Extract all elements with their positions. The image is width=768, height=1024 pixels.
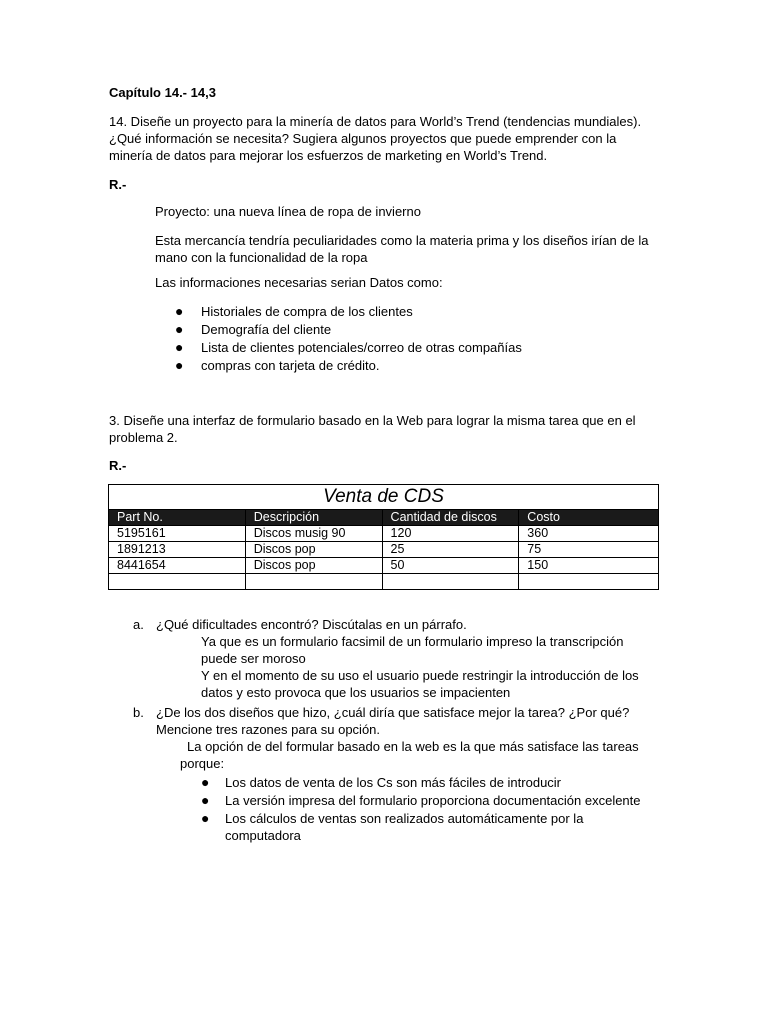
list-item: ● Los datos de venta de los Cs son más fáciles de introducir	[201, 774, 562, 790]
table-cell	[109, 574, 246, 590]
merchandise-paragraph	[155, 232, 655, 266]
column-header: Descripción	[245, 510, 382, 526]
question-3-line: 3. Diseñe una interfaz de formulario basado en la Web para lograr la misma tarea que en el	[109, 413, 636, 428]
question-b	[109, 704, 669, 844]
question-a	[109, 616, 669, 701]
answer-line: puede ser moroso	[201, 651, 306, 666]
reasons-list	[179, 774, 669, 844]
question-b-text: Mencione tres razones para su opción.	[156, 722, 381, 737]
answer-line: Y en el momento de su uso el usuario puede restringir la introducción de los	[201, 668, 639, 683]
table-cell: 5195161	[109, 526, 246, 542]
question-14-line: minería de datos para mejorar los esfuerzos de marketing en World’s Trend.	[109, 148, 548, 163]
table-cell: 150	[519, 558, 659, 574]
table-header-row	[109, 510, 659, 526]
table-cell	[519, 574, 659, 590]
question-a-answer	[109, 633, 669, 701]
list-item: ● La versión impresa del formulario proporciona documentación excelente	[201, 792, 641, 808]
question-a-text: ¿Qué dificultades encontró? Discútalas en un párrafo.	[156, 617, 467, 632]
question-14-line: ¿Qué información se necesita? Sugiera algunos proyectos que puede emprender con la	[109, 131, 617, 146]
table-cell: 25	[382, 542, 519, 558]
question-3-line: problema 2.	[109, 430, 178, 445]
bullet-icon: ●	[201, 774, 210, 790]
table-cell: 120	[382, 526, 519, 542]
bullet-icon: ●	[175, 357, 184, 373]
table-cell: 75	[519, 542, 659, 558]
data-items-list	[155, 303, 655, 375]
table-cell	[382, 574, 519, 590]
list-item: ● Demografía del cliente	[175, 321, 332, 337]
bullet-icon: ●	[175, 339, 184, 355]
table-row	[109, 542, 659, 558]
question-b-row	[109, 704, 669, 738]
table-row	[109, 558, 659, 574]
list-item: ● Los cálculos de ventas son realizados automáticamente por la computadora	[201, 810, 584, 843]
table-cell: Discos pop	[245, 558, 382, 574]
question-b-text: ¿De los dos diseños que hizo, ¿cuál diría que satisface mejor la tarea? ¿Por qué?	[156, 705, 630, 720]
chapter-heading: Capítulo 14.- 14,3	[109, 85, 216, 100]
table-cell	[245, 574, 382, 590]
answer-line: porque:	[180, 756, 225, 771]
merchandise-line: mano con la funcionalidad de la ropa	[155, 250, 368, 265]
bullet-icon: ●	[201, 810, 210, 826]
answer-line: datos y esto provoca que los usuarios se impacienten	[201, 685, 511, 700]
cd-sales-table	[108, 484, 659, 590]
info-needed-text: Las informaciones necesarias serian Datos como:	[155, 275, 443, 290]
list-item: ● compras con tarjeta de crédito.	[175, 357, 380, 373]
question-14	[109, 113, 654, 164]
item-letter: a.	[133, 617, 144, 632]
column-header: Cantidad de discos	[382, 510, 519, 526]
table-cell: 50	[382, 558, 519, 574]
answer-label: R.-	[109, 177, 127, 192]
project-text: Proyecto: una nueva línea de ropa de invierno	[155, 204, 421, 219]
merchandise-line: Esta mercancía tendría peculiaridades como la materia prima y los diseños irían de la	[155, 233, 649, 248]
table-cell: 8441654	[109, 558, 246, 574]
table-cell: 360	[519, 526, 659, 542]
list-item: ● Lista de clientes potenciales/correo de otras compañías	[175, 339, 522, 355]
question-a-row	[109, 616, 669, 633]
bullet-icon: ●	[201, 792, 210, 808]
column-header: Costo	[519, 510, 659, 526]
answer-label: R.-	[109, 458, 127, 473]
question-14-line: 14. Diseñe un proyecto para la minería de datos para World’s Trend (tendencias mundiales).	[109, 114, 642, 129]
table-cell: Discos musig 90	[245, 526, 382, 542]
table-row	[109, 574, 659, 590]
table-cell: 1891213	[109, 542, 246, 558]
answer-line: La opción de del formular basado en la web es la que más satisface las tareas	[187, 739, 639, 754]
item-letter: b.	[133, 705, 144, 720]
column-header: Part No.	[109, 510, 246, 526]
bullet-icon: ●	[175, 321, 184, 337]
table-row	[109, 526, 659, 542]
table-title: Venta de CDS	[109, 485, 659, 510]
question-3	[109, 412, 654, 446]
list-item: ● Historiales de compra de los clientes	[175, 303, 413, 319]
answer-line: Ya que es un formulario facsimil de un formulario impreso la transcripción	[201, 634, 624, 649]
table-cell: Discos pop	[245, 542, 382, 558]
bullet-icon: ●	[175, 303, 184, 319]
